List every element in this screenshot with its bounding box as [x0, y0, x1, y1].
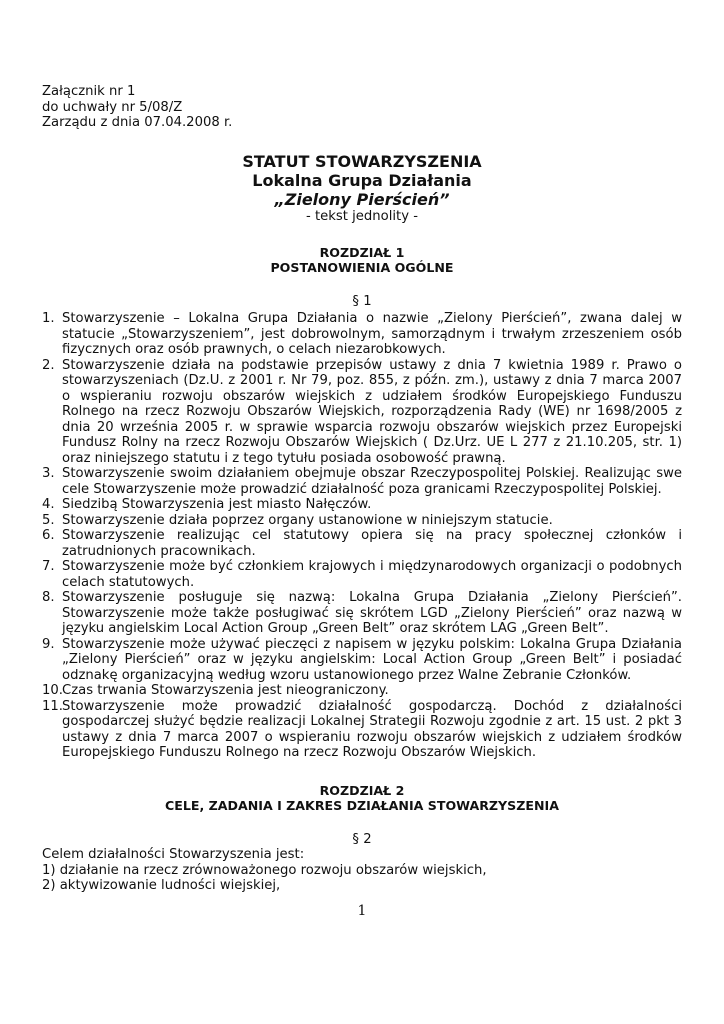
list-item — [42, 466, 682, 497]
list-item-text: Stowarzyszenie działa poprzez organy ustanowione w niniejszym statucie. — [62, 512, 553, 528]
list-item — [42, 497, 682, 513]
list-item-number: 9. — [42, 636, 55, 652]
attachment-line-1: Załącznik nr 1 — [42, 84, 136, 99]
list-item — [42, 513, 682, 529]
list-item — [42, 637, 682, 684]
chapter-1-name: POSTANOWIENIA OGÓLNE — [270, 260, 454, 275]
attachment-line-3: Zarządu z dnia 07.04.2008 r. — [42, 115, 233, 130]
chapter-2-header — [42, 783, 682, 814]
list-item-text: Stowarzyszenie swoim działaniem obejmuje obszar Rzeczypospolitej Polskiej. Realizując swe cele Stowarzyszenie może prowadzić działalność poza granicami Rzeczypospolitej Polskiej. — [62, 466, 682, 497]
list-item-text: Stowarzyszenie posługuje się nazwą: Lokalna Grupa Działania „Zielony Pierścień”. Stowarzyszenie może także posługiwać się skrótem LGD „Zielony Pierścień” oraz nazwą w języku angielskim Local Action Group „Green Belt” oraz skrótem LAG „Green Belt”. — [62, 590, 682, 636]
attachment-line-2: do uchwały nr 5/08/Z — [42, 99, 183, 115]
list-item — [42, 590, 682, 637]
chapter-2-name: CELE, ZADANIA I ZAKRES DZIAŁANIA STOWARZYSZENIA — [165, 798, 559, 813]
chapter-1-heading: ROZDZIAŁ 1 — [319, 244, 405, 260]
document-page — [42, 84, 682, 894]
title-line-2: Lokalna Grupa Działania — [252, 170, 472, 190]
page-number: 1 — [357, 903, 367, 919]
list-item-number: 10. — [42, 683, 63, 698]
title-line-1: STATUT STOWARZYSZENIA — [242, 151, 482, 171]
list-item-number: 6. — [42, 528, 55, 543]
document-subtitle: - tekst jednolity - — [306, 208, 418, 224]
goal-item: 1) działanie na rzecz zrównoważonego rozwoju obszarów wiejskich, — [42, 862, 487, 878]
list-item-text: Stowarzyszenie może używać pieczęci z napisem w języku polskim: Lokalna Grupa Działania „Zielony Pierścień” oraz w języku angielskim: Local Action Group „Green Belt” i posiadać odznakę organizacyjną według wzoru ustanowionego przez Walne Zebranie Członków. — [62, 636, 682, 683]
list-item — [42, 699, 682, 761]
list-item — [42, 528, 682, 559]
chapter-2-heading: ROZDZIAŁ 2 — [319, 782, 405, 798]
chapter-1-header — [42, 245, 682, 276]
list-item — [42, 683, 682, 699]
list-item-number: 7. — [42, 559, 55, 574]
goals-intro: Celem działalności Stowarzyszenia jest: — [42, 847, 305, 862]
list-item-number: 5. — [42, 512, 55, 528]
list-item-text: Stowarzyszenie może prowadzić działalność gospodarczą. Dochód z działalności gospodarczej służyć będzie realizacji Lokalnej Strategii Rozwoju zgodnie z art. 15 ust. 2 pkt 3 ustawy z dnia 7 marca 2007 o wspieraniu rozwoju obszarów wiejskich z udziałem środków Europejskiego Funduszu Rolnego na rzecz Rozwoju Obszarów Wiejskich. — [62, 698, 682, 760]
list-item-text: Stowarzyszenie działa na podstawie przepisów ustawy z dnia 7 kwietnia 1989 r. Prawo o stowarzyszeniach (Dz.U. z 2001 r. Nr 79, poz. 855, z późn. zm.), ustawy z dnia 7 marca 2007 o wspieraniu rozwoju obszarów wiejskich z udziałem środków Europejskiego Funduszu Rolnego na rzecz Rozwoju Obszarów Wiejskich, rozporządzenia Rady (WE) nr 1698/2005 z dnia 20 września 2005 r. w sprawie wsparcia rozwoju obszarów wiejskich przez Europejski Fundusz Rolny na rzecz Rozwoju Obszarów Wiejskich ( Dz.Urz. UE L 277 z 21.10.205, str. 1) oraz niniejszego statutu i z tego tytułu posiada osobowość prawną. — [62, 357, 682, 466]
goal-item: 2) aktywizowanie ludności wiejskiej, — [42, 878, 281, 893]
list-item-number: 2. — [42, 357, 55, 373]
document-title — [42, 152, 682, 209]
list-item-text: Czas trwania Stowarzyszenia jest nieograniczony. — [62, 683, 389, 698]
list-item-number: 4. — [42, 497, 55, 512]
list-item — [42, 311, 682, 358]
paragraph-2-symbol: § 2 — [352, 831, 372, 847]
title-line-3: „Zielony Pierścień” — [274, 189, 450, 209]
list-item-number: 11. — [42, 698, 63, 714]
list-item — [42, 358, 682, 467]
attachment-note — [42, 84, 682, 131]
list-item-number: 8. — [42, 590, 55, 605]
list-item-number: 1. — [42, 311, 55, 326]
list-item-text: Stowarzyszenie – Lokalna Grupa Działania o nazwie „Zielony Pierścień”, zwana dalej w statucie „Stowarzyszeniem”, jest dobrowolnym, samorządnym i trwałym zrzeszeniem osób fizycznych oraz osób prawnych, o celach niezarobkowych. — [62, 311, 682, 357]
list-item-text: Siedzibą Stowarzyszenia jest miasto Nałęczów. — [62, 497, 372, 512]
list-item-number: 3. — [42, 466, 55, 481]
list-item-text: Stowarzyszenie realizując cel statutowy opiera się na pracy społecznej członków i zatrudnionych pracownikach. — [62, 528, 682, 559]
paragraph-1-symbol: § 1 — [352, 293, 372, 309]
chapter-1-list — [42, 311, 682, 761]
list-item — [42, 559, 682, 590]
list-item-text: Stowarzyszenie może być członkiem krajowych i międzynarodowych organizacji o podobnych celach statutowych. — [62, 559, 682, 590]
